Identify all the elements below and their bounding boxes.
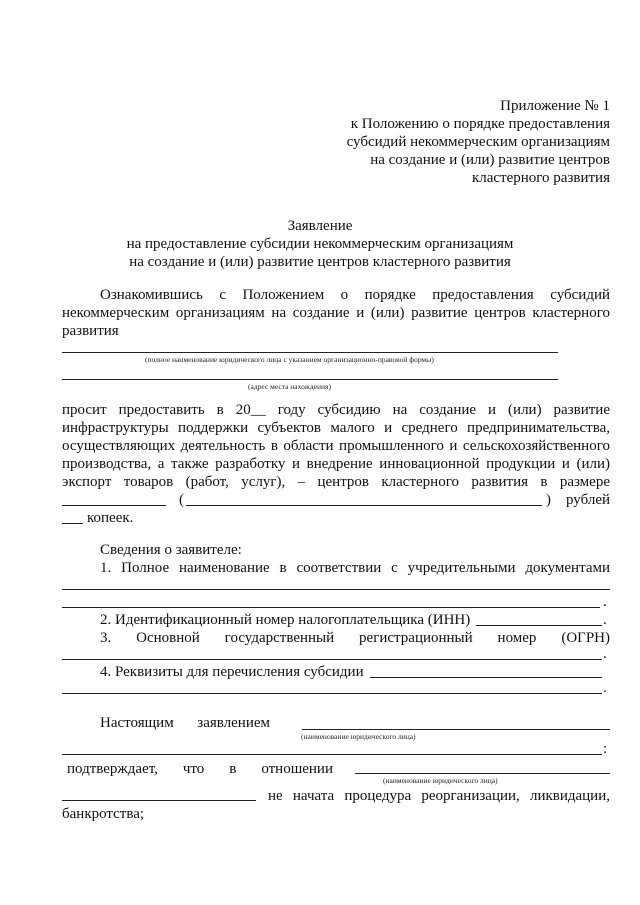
entity-name-field-2[interactable] bbox=[62, 754, 602, 755]
bank-details-field-1[interactable] bbox=[370, 677, 602, 678]
period: . bbox=[603, 680, 607, 696]
request-text: экспорт товаров (работ, услуг), – центров кластерного развития в размере bbox=[62, 474, 610, 490]
bank-details-field-2[interactable] bbox=[62, 693, 602, 694]
statement-text: Настоящим заявлением bbox=[100, 715, 270, 731]
period: . bbox=[603, 594, 607, 610]
document-title: Заявление bbox=[287, 218, 353, 234]
intro-text: Ознакомившись с Положением о порядке предоставления субсидий bbox=[100, 287, 610, 303]
request-text: производства, а также разработку и внедрение инновационной продукции и (или) bbox=[62, 456, 610, 472]
entity-name-caption: (наименование юридического лица) bbox=[301, 732, 416, 741]
amount-rubles-field[interactable] bbox=[62, 505, 166, 506]
full-name-field[interactable] bbox=[62, 352, 558, 353]
open-paren: ( bbox=[179, 492, 184, 508]
applicant-item-2: 2. Идентификационный номер налогоплательщика (ИНН) bbox=[100, 612, 471, 628]
entity-name-field-3[interactable] bbox=[355, 773, 610, 774]
colon: : bbox=[603, 741, 608, 757]
statement-text: подтверждает, что в отношении bbox=[67, 761, 333, 777]
period: . bbox=[603, 646, 607, 662]
kopecks-field[interactable] bbox=[62, 523, 83, 524]
document-subtitle: на создание и (или) развитие центров кластерного развития bbox=[129, 254, 511, 270]
kopecks-label: копеек. bbox=[87, 510, 134, 526]
applicant-item-3: 3. Основной государственный регистрационный номер (ОГРН) bbox=[100, 630, 610, 646]
document-subtitle: на предоставление субсидии некоммерческим организациям bbox=[126, 236, 514, 252]
entity-name-field-1[interactable] bbox=[302, 729, 610, 730]
ogrn-field[interactable] bbox=[62, 659, 602, 660]
header-line: субсидий некоммерческим организациям bbox=[346, 134, 610, 150]
full-name-line-2[interactable] bbox=[62, 607, 600, 608]
header-line: к Положению о порядке предоставления bbox=[350, 116, 610, 132]
request-text: осуществляющих деятельность в области промышленного и сельскохозяйственного bbox=[62, 438, 610, 454]
request-text: просит предоставить в 20__ году субсидию на создание и (или) развитие bbox=[62, 402, 610, 418]
address-caption: (адрес места нахождения) bbox=[248, 382, 331, 391]
statement-text: не начата процедура реорганизации, ликвидации, bbox=[268, 788, 610, 804]
header-line: кластерного развития bbox=[471, 170, 610, 186]
inn-field[interactable] bbox=[476, 625, 602, 626]
intro-text: развития bbox=[62, 323, 119, 339]
header-appendix-number: Приложение № 1 bbox=[500, 98, 610, 114]
intro-text: некоммерческим организациям на создание и (или) развитие центров кластерного bbox=[62, 305, 610, 321]
full-name-line-1[interactable] bbox=[62, 589, 610, 590]
request-text: инфраструктуры поддержки субъектов малого и среднего предпринимательства, bbox=[62, 420, 610, 436]
amount-words-field[interactable] bbox=[186, 505, 542, 506]
address-field[interactable] bbox=[62, 379, 558, 380]
entity-name-caption: (наименование юридического лица) bbox=[383, 776, 498, 785]
statement-text: банкротства; bbox=[62, 806, 145, 822]
full-name-caption: (полное наименование юридического лица с указанием организационно-правовой формы) bbox=[145, 355, 434, 364]
applicant-heading: Сведения о заявителе: bbox=[100, 542, 242, 558]
header-line: на создание и (или) развитие центров bbox=[370, 152, 610, 168]
rubles-label: рублей bbox=[566, 492, 611, 508]
applicant-item-4: 4. Реквизиты для перечисления субсидии bbox=[100, 664, 364, 680]
applicant-item-1: 1. Полное наименование в соответствии с учредительными документами bbox=[100, 560, 610, 576]
period: . bbox=[603, 612, 607, 628]
entity-name-field-4[interactable] bbox=[62, 800, 256, 801]
close-paren: ) bbox=[546, 492, 551, 508]
